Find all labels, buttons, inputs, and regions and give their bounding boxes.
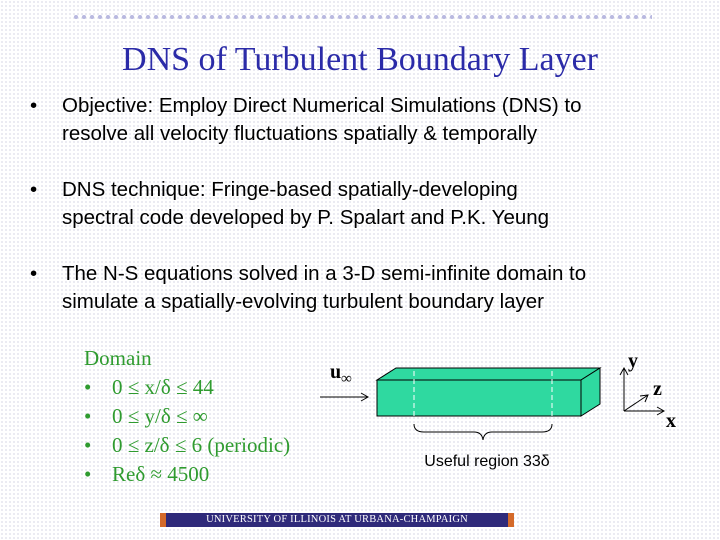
bullet-icon: • [84,462,92,486]
inflow-velocity-label: $u_\infty$ [330,361,352,387]
domain-heading: Domain [84,346,152,370]
bullet-icon: • [84,375,92,399]
domain-box-front-face [377,380,581,416]
bullet-icon: • [30,94,38,117]
bullet-icon: • [30,178,38,201]
bullet-text-line: The N-S equations solved in a 3-D semi-infinite domain to [62,262,587,285]
university-footer-banner [160,513,514,527]
domain-item-text: 0 ≤ y/δ ≤ ∞ [112,404,208,428]
footer-text: UNIVERSITY OF ILLINOIS AT URBANA-CHAMPAIGN [206,514,468,525]
y-axis-label: y [628,350,638,372]
slide-title: DNS of Turbulent Boundary Layer [122,41,598,78]
bullet-text-line: Objective: Employ Direct Numerical Simulations (DNS) to [62,94,582,117]
domain-box-top-face [377,368,600,380]
useful-region-label: Useful region 33δ [424,453,550,470]
x-axis-label: x [666,410,676,432]
bullet-icon: • [30,262,38,285]
z-axis-line [624,395,648,411]
z-axis-label: z [653,378,662,400]
bullet-text-line: resolve all velocity fluctuations spatially & temporally [62,122,538,145]
domain-item-text: Reδ ≈ 4500 [112,462,210,486]
bullet-text-line: DNS technique: Fringe-based spatially-developing [62,178,518,201]
bullet-icon: • [84,433,92,457]
bullet-icon: • [84,404,92,428]
domain-item-text: 0 ≤ z/δ ≤ 6 (periodic) [112,433,291,457]
domain-item-text: 0 ≤ x/δ ≤ 44 [112,375,214,399]
bullet-text-line: spectral code developed by P. Spalart and P.K. Yeung [62,206,550,229]
useful-region-brace [414,424,552,440]
bullet-text-line: simulate a spatially-evolving turbulent boundary layer [62,290,545,313]
